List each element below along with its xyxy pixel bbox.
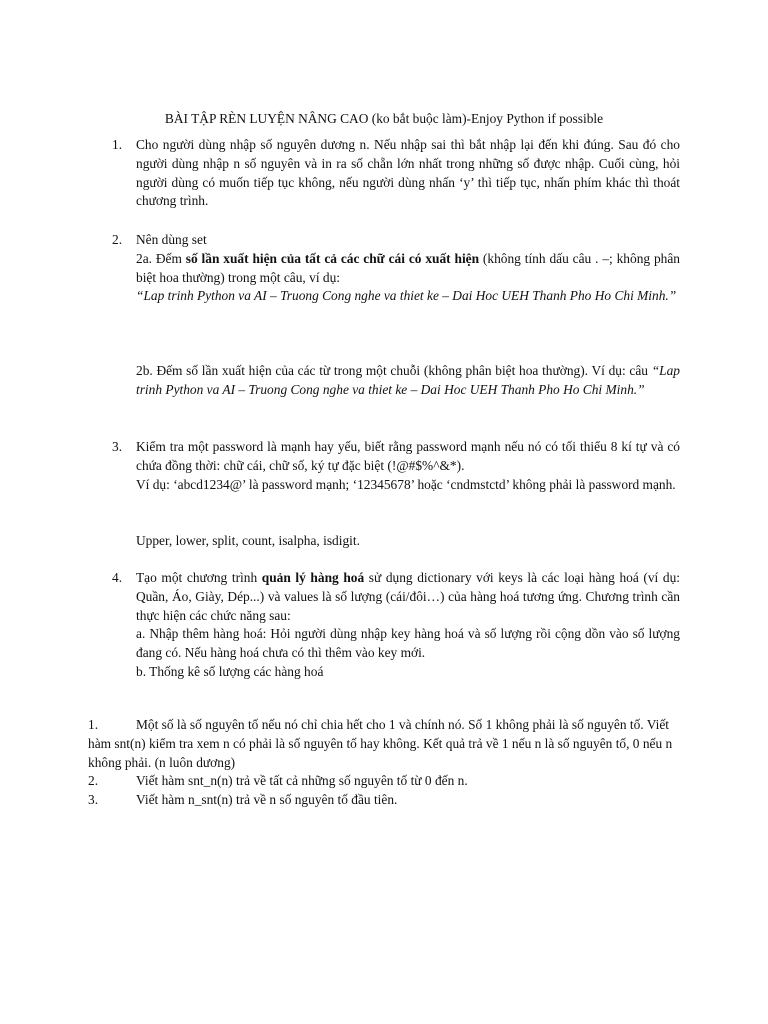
item-3-text1: Kiểm tra một password là mạnh hay yếu, biết rằng password mạnh nếu nó có tối thiểu 8 kí tự và có chứa đồng thời: chữ cái, chữ số, ký tự đặc biệt (!@#$%^&*). (136, 439, 680, 473)
item-number: 1. (112, 137, 123, 152)
item-2b-text (136, 362, 680, 400)
item-3-hint: Upper, lower, split, count, isalpha, isdigit. (136, 533, 360, 548)
extra-item-number: 1. (88, 717, 99, 732)
item-2b-prefix: 2b. Đếm số lần xuất hiện của các từ trong một chuỗi (không phân biệt hoa thường). Ví dụ: câu (136, 363, 652, 378)
extra-item-number: 3. (88, 792, 99, 807)
item-text: Cho người dùng nhập số nguyên dương n. Nếu nhập sai thì bắt nhập lại đến khi đúng. Sau đó cho người dùng nhập n số nguyên và in ra số chẵn lớn nhất trong những số được nhập. Cuối cùng, hỏi người dùng có muốn tiếp tục không, nếu người dùng nhấn ‘y’ thì tiếp tục, nhấn phím khác thì thoát chương trình. (136, 137, 680, 209)
item-number: 4. (112, 570, 123, 585)
item-4-prefix: Tạo một chương trình (136, 570, 262, 585)
item-4-bold: quản lý hàng hoá (261, 570, 365, 585)
item-3-text2: Ví dụ: ‘abcd1234@’ là password mạnh; ‘12345678’ hoặc ‘cndmstctd’ không phải là password mạnh. (136, 476, 676, 492)
item-2b-example: “Lap trinh Python va AI – Truong Cong nghe va thiet ke – Dai Hoc UEH Thanh Pho Ho Chi Minh.” (136, 363, 680, 397)
extra-item-3 (88, 791, 680, 810)
item-4-text (136, 569, 680, 625)
extra-item-1 (88, 716, 680, 772)
extra-item-text: Một số là số nguyên tố nếu nó chỉ chia hết cho 1 và chính nó. Số 1 không phải là số nguyên tố. Viết hàm snt(n) kiểm tra xem n có phải là số nguyên tố hay không. Kết quả trả về 1 nếu n là số nguyên tố, 0 nếu n không phải. (n luôn dương) (88, 717, 673, 770)
extra-item-text: Viết hàm n_snt(n) trả về n số nguyên tố đầu tiên. (136, 792, 398, 807)
item-4-a: a. Nhập thêm hàng hoá: Hỏi người dùng nhập key hàng hoá và số lượng rồi cộng dồn vào số lượng đang có. Nếu hàng hoá chưa có thì thêm vào key mới. (136, 626, 680, 661)
item-4-rest: sử dụng dictionary với keys là các loại hàng hoá (ví dụ: Quần, Áo, Giày, Dép...) và values là số lượng (cái/đôi…) của hàng hoá tương ứng. Chương trình cần thực hiện các chức năng sau: (136, 570, 680, 623)
item-number: 2. (112, 232, 123, 247)
item-2a-example (136, 287, 680, 306)
item-2a-rest: (không tính dấu câu . –; không phân biệt hoa thường) trong một câu, ví dụ: (136, 250, 680, 285)
document-title (0, 110, 768, 129)
item-2a-text (136, 250, 680, 288)
item-2a-bold: số lần xuất hiện của tất cả các chữ cái có xuất hiện (185, 250, 480, 266)
item-4-b: b. Thống kê số lượng các hàng hoá (136, 663, 324, 679)
extra-item-2 (88, 772, 680, 791)
extra-item-number: 2. (88, 773, 99, 788)
item-2a-example-text: “Lap trinh Python va AI – Truong Cong nghe va thiet ke – Dai Hoc UEH Thanh Pho Ho Chi Minh.” (136, 288, 677, 304)
item-2a-prefix: 2a. Đếm (136, 250, 186, 266)
extra-item-text: Viết hàm snt_n(n) trả về tất cả những số nguyên tố từ 0 đến n. (136, 773, 468, 788)
item-intro: Nên dùng set (136, 232, 207, 247)
document-title-text: BÀI TẬP RÈN LUYỆN NÂNG CAO (ko bắt buộc làm)-Enjoy Python if possible (164, 111, 604, 126)
item-number: 3. (112, 439, 123, 454)
